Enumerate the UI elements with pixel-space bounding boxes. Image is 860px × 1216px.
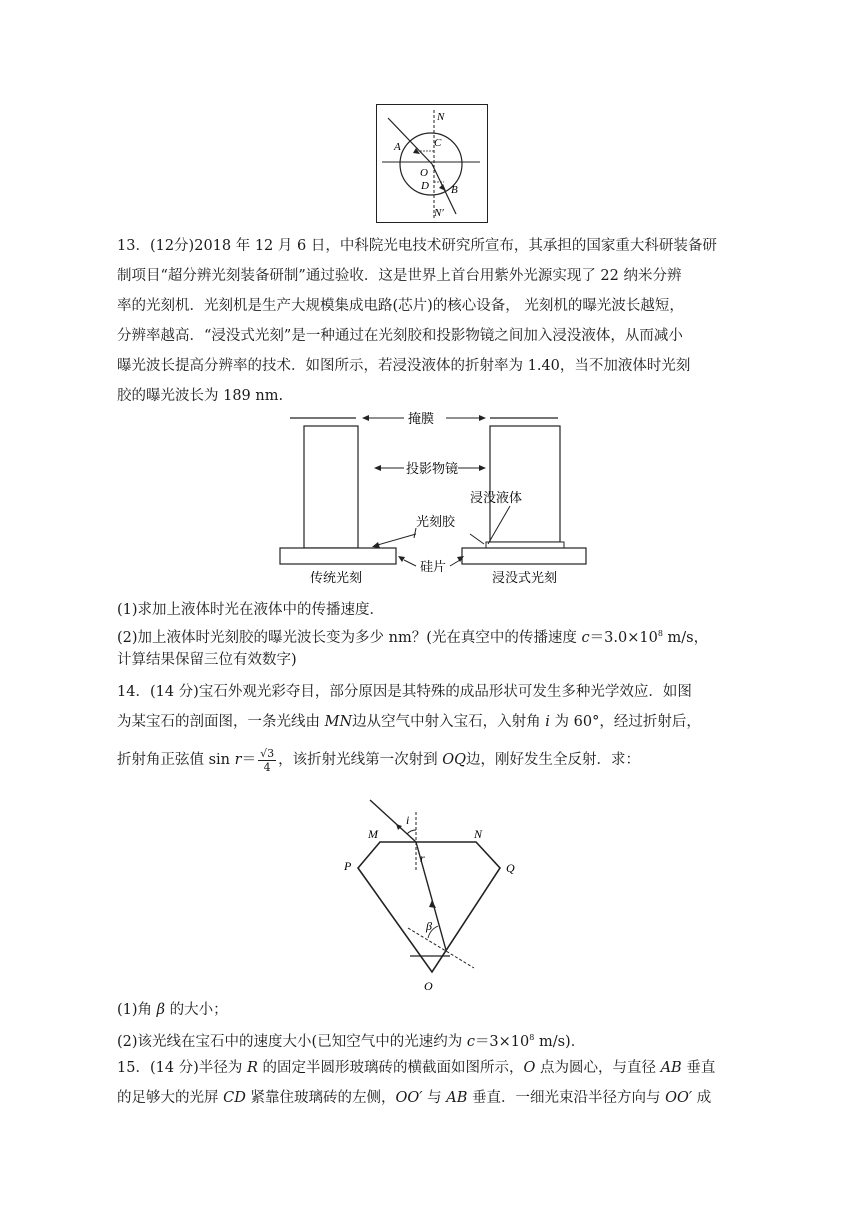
- label-traditional-litho: 传统光刻: [310, 571, 363, 586]
- label-immersion-litho: 浸没式光刻: [492, 571, 558, 586]
- q14-sub-2-c: c: [466, 1033, 475, 1050]
- figure-gem-cross-section: [340, 796, 530, 992]
- q14-sub-2-val: ＝3×10: [474, 1033, 530, 1050]
- q14-sub-1-a: (1)角: [117, 1002, 157, 1018]
- q15-line-2-CD: CD: [223, 1090, 246, 1106]
- q13-sub-2-c: c: [581, 629, 590, 646]
- q13-sub-2-text: (2)加上液体时光刻胶的曝光波长变为多少 nm？(光在真空中的传播速度: [117, 629, 582, 646]
- fig12-label-C: C: [434, 137, 442, 149]
- q13-line-4: 分辨率越高．“浸没式光刻”是一种通过在光刻胶和投影物镜之间加入浸没液体，从而减小: [117, 328, 683, 344]
- q14-line-2-a: 为某宝石的剖面图，一条光线由: [117, 714, 325, 730]
- fig14-label-P: P: [344, 859, 352, 873]
- figure-lithography: [274, 410, 594, 588]
- fig12-label-B: B: [451, 184, 458, 196]
- q15-line-1-b: 的固定半圆形玻璃砖的横截面如图所示，: [257, 1060, 524, 1076]
- q14-line-3-a: 折射角正弦值 sin: [117, 752, 235, 768]
- fraction-sqrt3-over-4: [258, 747, 276, 774]
- q15-line-2-AB: AB: [446, 1090, 468, 1106]
- q15-line-2-OO: OO′: [395, 1090, 423, 1106]
- q14-line-2-b: 边从空气中射入宝石，入射角: [352, 714, 546, 730]
- q15-line-1-O: O: [523, 1060, 536, 1076]
- q14-line-1: 14．(14 分)宝石外观光彩夺目，部分原因是其特殊的成品形状可发生多种光学效应．如图: [117, 684, 692, 700]
- fig12-label-Nprime: N′: [434, 207, 444, 219]
- q14-line-3: [117, 742, 737, 778]
- q15-line-1-c: 点为圆心，与直径: [535, 1060, 661, 1076]
- frac-numerator: √3: [260, 746, 275, 760]
- q13-line-5: 曝光波长提高分辨率的技术．如图所示，若浸没液体的折射率为 1.40，当不加液体时光刻: [117, 358, 691, 374]
- frac-denominator: 4: [263, 760, 271, 774]
- q15-line-2-e: 成: [692, 1090, 712, 1106]
- fig14-label-O: O: [424, 979, 433, 992]
- fig12-label-A: A: [394, 141, 401, 153]
- q15-line-2-a: 的足够大的光屏: [117, 1090, 224, 1106]
- fig12-label-D: D: [421, 180, 429, 192]
- label-photoresist: 光刻胶: [416, 515, 456, 530]
- q14-line-3-oq: OQ: [442, 752, 466, 768]
- q14-sub-2: [117, 1024, 585, 1056]
- q15-line-2-c: 与: [422, 1090, 447, 1106]
- q14-line-3-eq: ＝: [241, 752, 257, 768]
- q14-line-2-c: 为 60°，经过折射后，: [549, 714, 701, 730]
- label-mask: 掩膜: [408, 412, 435, 427]
- q15-line-2-d: 垂直．一细光束沿半径方向与: [467, 1090, 666, 1106]
- fig12-label-O: O: [420, 167, 428, 179]
- q14-sub-2-a: (2)该光线在宝石中的速度大小(已知空气中的光速约为: [117, 1033, 467, 1050]
- q13-line-6: 胶的曝光波长为 189 nm.: [117, 388, 284, 404]
- q15-line-1-a: 15．(14 分)半径为: [117, 1060, 247, 1076]
- fig14-label-Q: Q: [506, 861, 515, 875]
- q13-line-2: 制项目“超分辨光刻装备研制”通过验收．这是世界上首台用紫外光源实现了 22 纳米分辨: [117, 268, 682, 284]
- q14-sub-1-c: 的大小；: [165, 1002, 228, 1018]
- q14-line-2-mn: MN: [324, 714, 353, 730]
- q15-line-2-OO2: OO′: [665, 1090, 693, 1106]
- q14-line-3-r: r: [234, 752, 242, 768]
- q14-line-2: [117, 708, 737, 736]
- q15-line-2-b: 紧靠住玻璃砖的左侧，: [245, 1090, 396, 1106]
- q14-sub-2-exp: 8: [529, 1033, 535, 1042]
- fig14-label-beta: β: [426, 919, 432, 933]
- q13-sub-2-exp: 8: [657, 629, 663, 638]
- q14-sub-2-unit: m/s)．: [534, 1033, 586, 1050]
- q14-sub-1-beta: β: [156, 1002, 166, 1018]
- q15-line-1-d: 垂直: [681, 1060, 716, 1076]
- label-projection-lens: 投影物镜: [406, 462, 459, 477]
- fig14-label-i: i: [406, 813, 410, 827]
- q14-line-2-i: i: [545, 714, 550, 730]
- fig14-label-N: N: [474, 827, 483, 841]
- q13-line-1: 13．(12分)2018 年 12 月 6 日，中科院光电技术研究所宣布，其承担的国家重大科研装备研: [117, 238, 717, 254]
- q13-sub-2-val: ＝3.0×10: [589, 629, 658, 646]
- q15-line-1: [117, 1054, 737, 1082]
- figure-refraction-circle: [376, 104, 488, 224]
- fig14-label-M: M: [368, 827, 378, 841]
- label-immersion-liquid: 浸没液体: [470, 491, 523, 506]
- fig14-label-r: r: [420, 851, 425, 865]
- label-wafer: 硅片: [420, 560, 447, 575]
- q15-line-1-R: R: [246, 1060, 258, 1076]
- q14-line-3-c: 边，刚好发生全反射．求：: [465, 752, 640, 768]
- q15-line-1-AB: AB: [660, 1060, 682, 1076]
- q13-sub-2-unit: m/s，: [662, 629, 709, 646]
- fig12-label-N: N: [437, 111, 445, 123]
- q14-sub-1: [117, 996, 228, 1024]
- q14-line-3-b: ，该折射光线第一次射到: [278, 752, 443, 768]
- q13-line-3: 率的光刻机．光刻机是生产大规模集成电路(芯片)的核心设备， 光刻机的曝光波长越短，: [117, 298, 684, 314]
- q13-sub-1: (1)求加上液体时光在液体中的传播速度．: [117, 602, 385, 618]
- q15-line-2: [117, 1084, 737, 1112]
- q13-sub-3: 计算结果保留三位有效数字): [117, 652, 297, 668]
